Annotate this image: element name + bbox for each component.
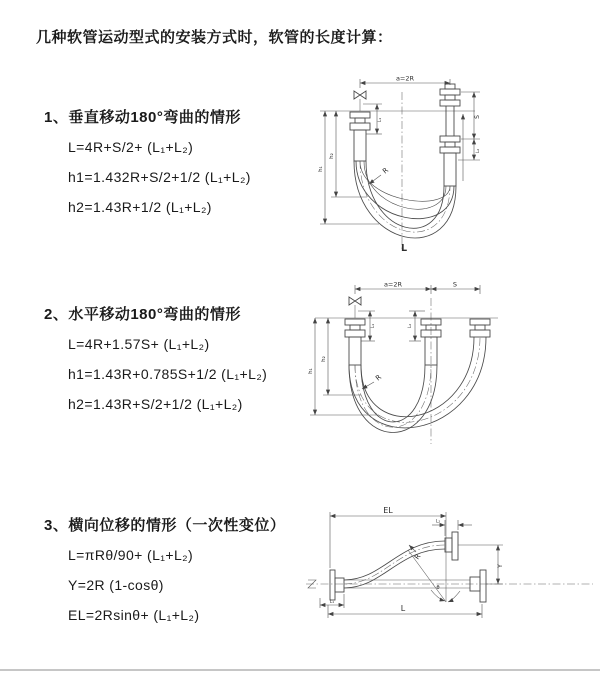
dim-label-el: EL	[383, 506, 393, 515]
dim-label-s: S	[452, 280, 458, 289]
hose-arcs	[354, 161, 456, 238]
formula-el: EL=2Rsinθ+ (L₁+L₂)	[68, 607, 200, 623]
braided-hose-section	[354, 130, 366, 161]
diagram-horizontal-180-bend	[303, 274, 598, 469]
section-1-heading: 1、垂直移动180°弯曲的情形	[44, 109, 241, 126]
label-radius: R	[413, 552, 423, 562]
label-length: L	[400, 243, 408, 254]
diagram-vertical-180-bend	[303, 68, 598, 263]
l2-dimension	[407, 311, 425, 341]
section-vertical-movement	[44, 106, 251, 226]
dim-label-y: Y	[496, 564, 504, 568]
upper-right-flange	[445, 532, 458, 560]
left-flange	[330, 570, 344, 600]
dim-label-a2r: a=2R	[383, 280, 403, 289]
valve-symbol-icon	[354, 91, 366, 111]
dim-label-h1: h₁	[308, 368, 314, 374]
diagram-lateral-displacement	[298, 500, 598, 650]
dim-label-l2: L₂	[408, 323, 413, 329]
braided-hose-section	[444, 153, 456, 186]
dim-label-l1: L₁	[371, 323, 376, 329]
top-dimensions	[355, 281, 480, 295]
dim-label-a2r: a=2R	[395, 74, 415, 83]
dim-label-h2: h₂	[329, 153, 335, 159]
lower-right-flange	[470, 570, 486, 602]
l-dimension	[328, 604, 482, 618]
right-dimensions	[458, 92, 481, 160]
section-horizontal-movement	[44, 303, 267, 423]
section-2-heading: 2、水平移动180°弯曲的情形	[44, 306, 241, 323]
dim-label-l2: L₂	[476, 148, 481, 154]
dim-label-l1: L₁	[329, 600, 335, 605]
figure-vertical-180-bend	[303, 68, 598, 268]
y-dimension	[458, 545, 504, 584]
formula-length: L=4R+S/2+ (L₁+L₂)	[68, 139, 194, 155]
left-dimensions	[308, 318, 379, 415]
figure-horizontal-180-bend	[303, 274, 598, 474]
l1-dimension	[358, 311, 376, 341]
formula-h1: h1=1.432R+S/2+1/2 (L₁+L₂)	[68, 169, 251, 185]
dim-label-l: L	[400, 604, 406, 613]
dim-label-h1: h₁	[318, 166, 324, 172]
formula-h2: h2=1.43R+S/2+1/2 (L₁+L₂)	[68, 396, 243, 412]
right-pipe-fitting	[440, 84, 460, 186]
section-lateral-displacement	[44, 514, 285, 634]
l1-dimension	[320, 594, 344, 608]
dim-label-h2: h₂	[321, 356, 327, 362]
radius-callout	[362, 373, 383, 389]
left-pipe-fitting	[350, 112, 370, 161]
valve-symbol-icon	[349, 297, 361, 318]
formula-length: L=4R+1.57S+ (L₁+L₂)	[68, 336, 210, 352]
formula-y: Y=2R (1-cosθ)	[68, 577, 164, 593]
formula-length: L=πRθ/90+ (L₁+L₂)	[68, 547, 194, 563]
braided-hose-section	[349, 337, 361, 365]
section-3-heading: 3、横向位移的情形（一次性变位）	[44, 517, 286, 534]
dim-label-s: S	[474, 115, 481, 119]
dim-label-l1: L₁	[378, 117, 383, 123]
label-radius: R	[381, 166, 391, 176]
right-pipe-fitting	[470, 319, 490, 337]
page-title: 几种软管运动型式的安装方式时，软管的长度计算：	[36, 29, 393, 46]
label-theta: θ	[436, 585, 440, 591]
dim-label-l2: L₂	[435, 519, 441, 525]
top-dimension-a2r	[360, 75, 450, 89]
l1-dimension	[363, 104, 383, 134]
formula-h1: h1=1.43R+0.785S+1/2 (L₁+L₂)	[68, 366, 268, 382]
left-pipe-fitting	[345, 319, 365, 365]
figure-lateral-displacement	[298, 500, 598, 655]
radius-callout	[369, 166, 390, 184]
s-curve-hose	[344, 541, 445, 588]
formula-h2: h2=1.43R+1/2 (L₁+L₂)	[68, 199, 212, 215]
label-radius: R	[374, 373, 384, 383]
page-bottom-rule	[0, 669, 600, 671]
